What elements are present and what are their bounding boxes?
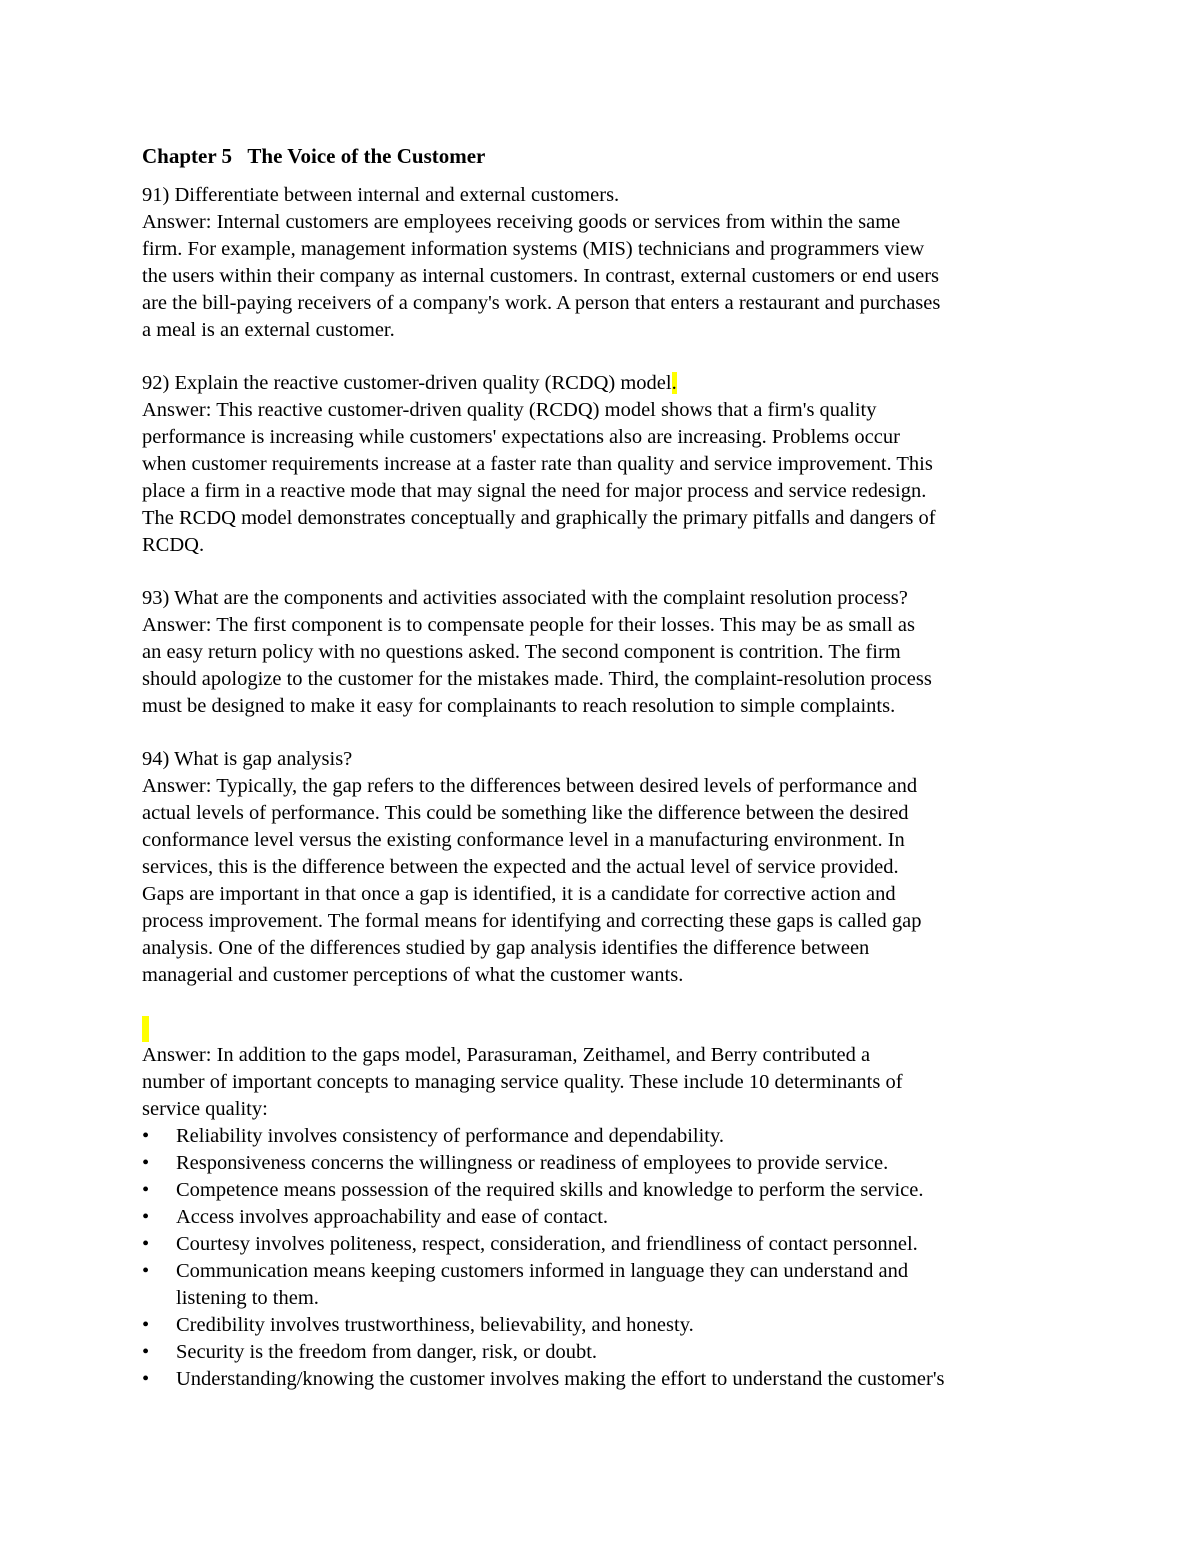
question-95 xyxy=(142,1015,1072,1393)
answer-91-line: Answer: Internal customers are employees receiving goods or services from within the same xyxy=(142,211,901,233)
answer-92-line: when customer requirements increase at a faster rate than quality and service improvement. This xyxy=(142,453,933,475)
answer-95-line: service quality: xyxy=(142,1098,268,1120)
answer-94-line: actual levels of performance. This could be something like the difference between the desired xyxy=(142,802,909,824)
list-item: • Communication means keeping customers informed in language they can understand and listening to them. xyxy=(142,1260,909,1309)
bullet-icon: • xyxy=(142,1341,150,1363)
answer-94-line: Answer: Typically, the gap refers to the differences between desired levels of performance and xyxy=(142,775,918,797)
answer-92-line: performance is increasing while customers' expectations also are increasing. Problems occur xyxy=(142,426,900,448)
question-92-line xyxy=(142,370,1072,397)
bullet-icon: • xyxy=(142,1368,150,1390)
answer-91-line: are the bill-paying receivers of a company's work. A person that enters a restaurant and purchases xyxy=(142,292,941,314)
bullet-icon: • xyxy=(142,1152,150,1174)
answer-91-line: a meal is an external customer. xyxy=(142,319,395,341)
question-92 xyxy=(142,370,1072,559)
answer-93-line: should apologize to the customer for the mistakes made. Third, the complaint-resolution process xyxy=(142,668,932,690)
bullet-icon: • xyxy=(142,1125,150,1147)
question-93 xyxy=(142,585,1072,720)
answer-91-line: firm. For example, management information systems (MIS) technicians and programmers view xyxy=(142,238,925,260)
highlighted-period: . xyxy=(671,372,677,394)
answer-94-line: analysis. One of the differences studied by gap analysis identifies the difference between xyxy=(142,937,870,959)
question-94-text: 94) What is gap analysis? xyxy=(142,748,353,770)
highlight-marker xyxy=(142,1016,149,1042)
answer-92-line: The RCDQ model demonstrates conceptually and graphically the primary pitfalls and dangers of xyxy=(142,507,936,529)
question-92-text: 92) Explain the reactive customer-driven quality (RCDQ) model xyxy=(142,372,672,394)
answer-94-line: process improvement. The formal means for identifying and correcting these gaps is called gap xyxy=(142,910,922,932)
answer-94-line: Gaps are important in that once a gap is identified, it is a candidate for corrective action and xyxy=(142,883,896,905)
question-91-text: 91) Differentiate between internal and external customers. xyxy=(142,184,620,206)
list-item: • Responsiveness concerns the willingness or readiness of employees to provide service. xyxy=(142,1150,1072,1177)
question-93-text: 93) What are the components and activities associated with the complaint resolution process? xyxy=(142,587,908,609)
list-item: • Reliability involves consistency of performance and dependability. xyxy=(142,1123,1072,1150)
list-item: • Security is the freedom from danger, risk, or doubt. xyxy=(142,1339,1072,1366)
document-page xyxy=(142,140,1072,1419)
answer-95-line: number of important concepts to managing service quality. These include 10 determinants of xyxy=(142,1071,903,1093)
answer-93-line: must be designed to make it easy for complainants to reach resolution to simple complaints. xyxy=(142,695,896,717)
highlight-marker-line xyxy=(142,1015,1072,1042)
bullet-icon: • xyxy=(142,1233,150,1255)
answer-92-line: RCDQ. xyxy=(142,534,205,556)
bullet-icon: • xyxy=(142,1179,150,1201)
answer-94-line: conformance level versus the existing conformance level in a manufacturing environment. In xyxy=(142,829,905,851)
list-item: • Credibility involves trustworthiness, believability, and honesty. xyxy=(142,1312,1072,1339)
answer-95-line: Answer: In addition to the gaps model, Parasuraman, Zeithamel, and Berry contributed a xyxy=(142,1044,871,1066)
question-91 xyxy=(142,182,1072,344)
list-item: • Competence means possession of the required skills and knowledge to perform the service. xyxy=(142,1177,1072,1204)
answer-93-line: an easy return policy with no questions asked. The second component is contrition. The firm xyxy=(142,641,901,663)
list-item: • Understanding/knowing the customer involves making the effort to understand the customer's xyxy=(142,1366,1072,1393)
answer-94-line: services, this is the difference between the expected and the actual level of service provided. xyxy=(142,856,899,878)
bullet-icon: • xyxy=(142,1206,150,1228)
answer-92-line: place a firm in a reactive mode that may signal the need for major process and service redesign. xyxy=(142,480,927,502)
answer-91-line: the users within their company as internal customers. In contrast, external customers or end users xyxy=(142,265,939,287)
answer-94-line: managerial and customer perceptions of what the customer wants. xyxy=(142,964,684,986)
list-item: • Access involves approachability and ease of contact. xyxy=(142,1204,1072,1231)
chapter-title: Chapter 5 The Voice of the Customer xyxy=(142,144,486,168)
service-quality-determinants-list xyxy=(142,1123,1072,1393)
bullet-icon: • xyxy=(142,1314,150,1336)
answer-93-line: Answer: The first component is to compensate people for their losses. This may be as small as xyxy=(142,614,915,636)
answer-92-line: Answer: This reactive customer-driven quality (RCDQ) model shows that a firm's quality xyxy=(142,399,877,421)
list-item: • Courtesy involves politeness, respect, consideration, and friendliness of contact personnel. xyxy=(142,1231,1072,1258)
bullet-icon: • xyxy=(142,1260,150,1282)
question-94 xyxy=(142,746,1072,989)
